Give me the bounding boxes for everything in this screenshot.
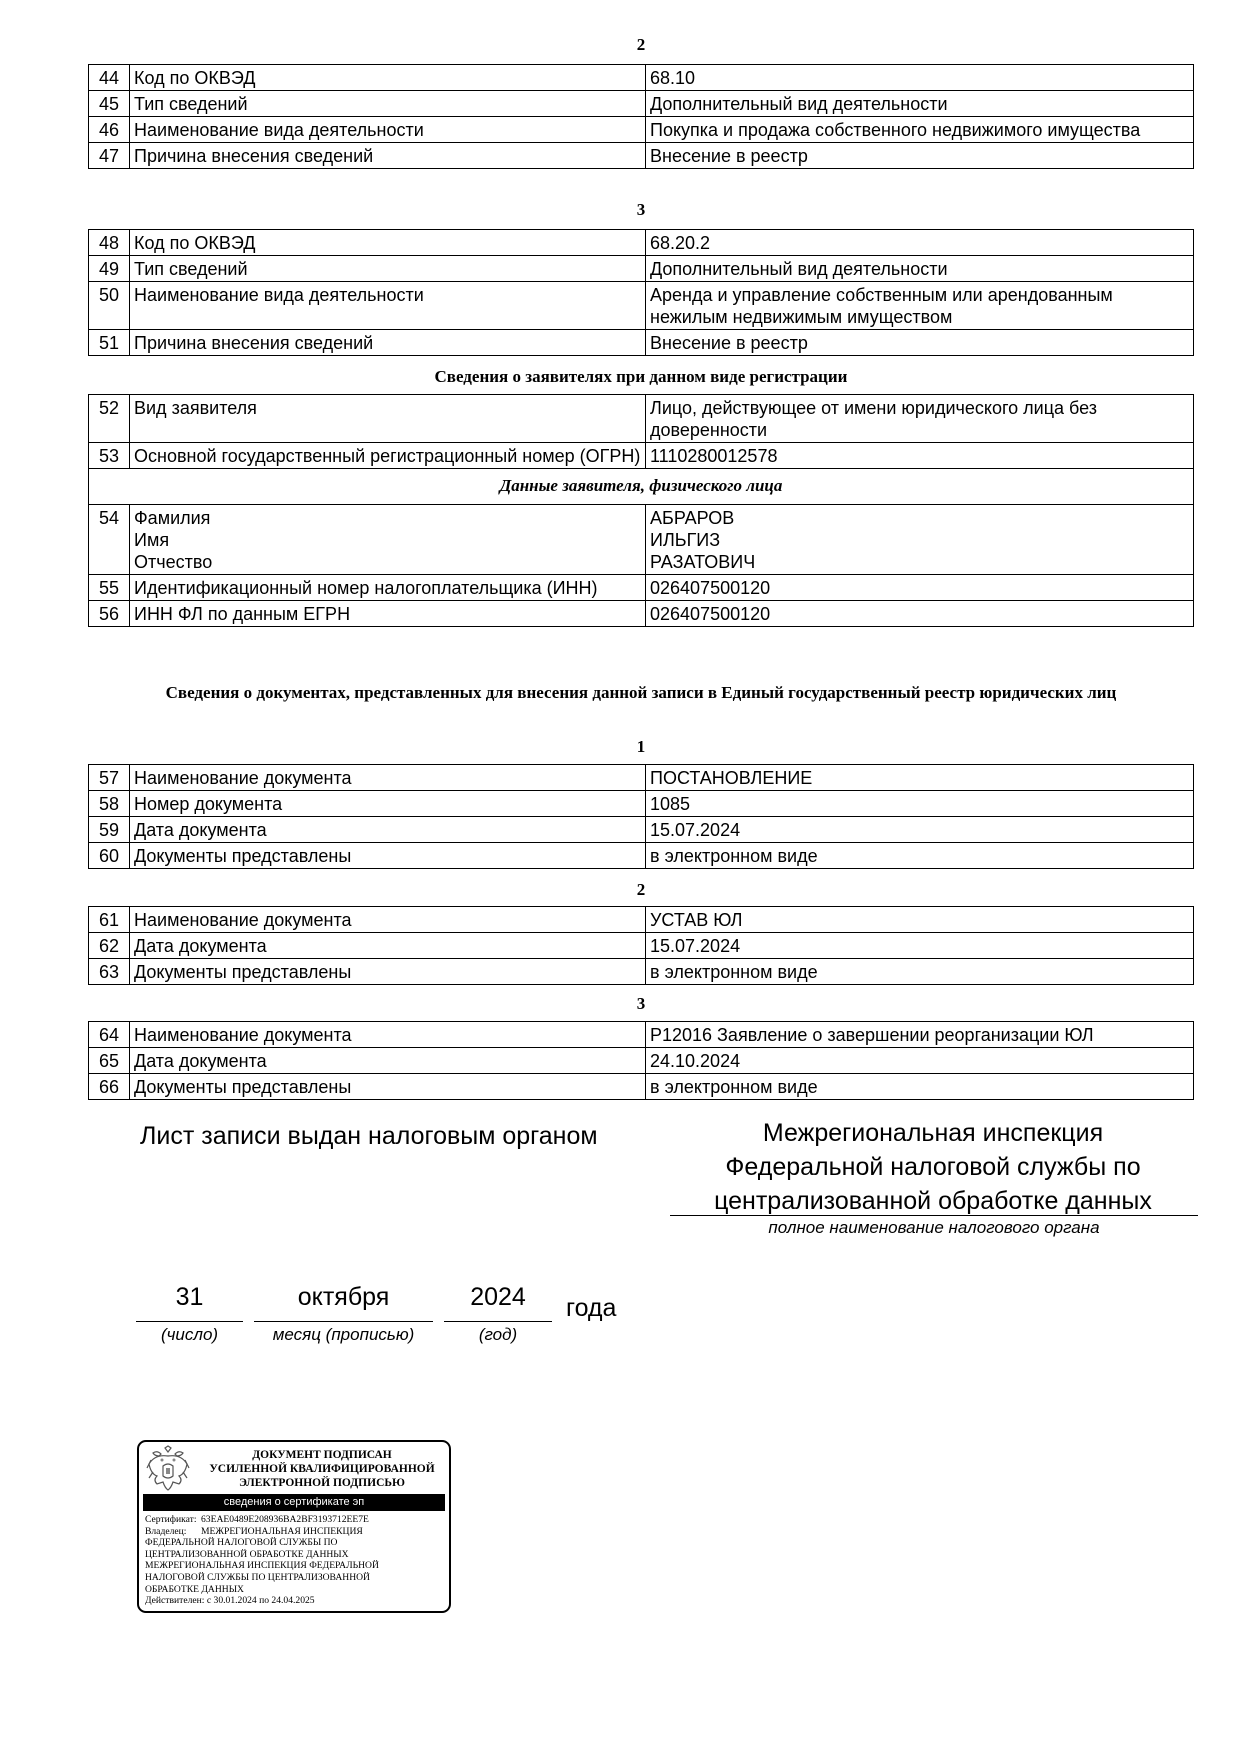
surname-label: Фамилия xyxy=(134,508,211,528)
row-label: Основной государственный регистрационный номер (ОГРН) xyxy=(130,443,646,469)
row-number: 52 xyxy=(89,395,130,443)
row-value: 026407500120 xyxy=(646,575,1194,601)
row-label: Код по ОКВЭД xyxy=(130,230,646,256)
row-label: Причина внесения сведений xyxy=(130,143,646,169)
row-value: УСТАВ ЮЛ xyxy=(646,907,1194,933)
activity-table xyxy=(88,229,1194,356)
first-name-value: ИЛЬГИЗ xyxy=(650,530,721,550)
row-number: 47 xyxy=(89,143,130,169)
row-value: 1085 xyxy=(646,791,1194,817)
row-label: Номер документа xyxy=(130,791,646,817)
row-number: 50 xyxy=(89,282,130,330)
issue-year: 2024 xyxy=(470,1283,526,1311)
row-value: ПОСТАНОВЛЕНИЕ xyxy=(646,765,1194,791)
row-label: Дата документа xyxy=(130,817,646,843)
document-seq-number: 1 xyxy=(636,737,646,756)
table-row xyxy=(89,843,1194,869)
document-seq-number: 2 xyxy=(636,880,646,899)
row-label: Наименование вида деятельности xyxy=(130,117,646,143)
row-value: в электронном виде xyxy=(646,1074,1194,1100)
row-number: 51 xyxy=(89,330,130,356)
certificate-number: 63EAE0489E208936BA2BF3193712EE7E xyxy=(201,1514,369,1525)
person-subheading-row xyxy=(89,469,1194,505)
authority-caption: полное наименование налогового органа xyxy=(768,1218,1100,1237)
row-number: 55 xyxy=(89,575,130,601)
row-number: 62 xyxy=(89,933,130,959)
surname-value: АБРАРОВ xyxy=(650,508,735,528)
row-label: Тип сведений xyxy=(130,256,646,282)
issue-month: октября xyxy=(297,1283,390,1311)
tax-authority-name xyxy=(668,1116,1198,1218)
year-underline xyxy=(444,1321,552,1322)
documents-heading: Сведения о документах, представленных для внесения данной записи в Единый государственный реестр юридических лиц xyxy=(165,683,1117,702)
row-number: 65 xyxy=(89,1048,130,1074)
row-label: ИНН ФЛ по данным ЕГРН xyxy=(130,601,646,627)
row-value: Внесение в реестр xyxy=(646,330,1194,356)
applicants-table xyxy=(88,394,1194,627)
stamp-title-line: ЭЛЕКТРОННОЙ ПОДПИСЬЮ xyxy=(239,1477,405,1489)
row-label: Документы представлены xyxy=(130,959,646,985)
table-row xyxy=(89,91,1194,117)
owner-line: НАЛОГОВОЙ СЛУЖБЫ ПО ЦЕНТРАЛИЗОВАННОЙ xyxy=(145,1571,370,1583)
table-row xyxy=(89,282,1194,330)
row-label: Наименование документа xyxy=(130,907,646,933)
row-number: 57 xyxy=(89,765,130,791)
year-suffix: года xyxy=(566,1294,617,1322)
row-number: 66 xyxy=(89,1074,130,1100)
row-number: 59 xyxy=(89,817,130,843)
row-label: Код по ОКВЭД xyxy=(130,65,646,91)
row-value: в электронном виде xyxy=(646,959,1194,985)
row-number: 46 xyxy=(89,117,130,143)
table-row xyxy=(89,1048,1194,1074)
row-value: 24.10.2024 xyxy=(646,1048,1194,1074)
row-label: Причина внесения сведений xyxy=(130,330,646,356)
table-row xyxy=(89,959,1194,985)
document-table xyxy=(88,1021,1194,1100)
table-row xyxy=(89,765,1194,791)
row-number: 54 xyxy=(89,505,130,575)
stamp-title-line: УСИЛЕННОЙ КВАЛИФИЦИРОВАННОЙ xyxy=(209,1463,435,1475)
validity-period: с 30.01.2024 по 24.04.2025 xyxy=(206,1595,315,1607)
day-underline xyxy=(136,1321,243,1322)
row-number: 63 xyxy=(89,959,130,985)
certificate-info-bar: сведения о сертификате эп xyxy=(143,1494,445,1511)
row-value: Дополнительный вид деятельности xyxy=(646,91,1194,117)
activity-table xyxy=(88,64,1194,169)
row-number: 49 xyxy=(89,256,130,282)
row-number: 58 xyxy=(89,791,130,817)
row-label: Вид заявителя xyxy=(130,395,646,443)
row-value: 15.07.2024 xyxy=(646,933,1194,959)
row-value: Аренда и управление собственным или арендованным нежилым недвижимым имуществом xyxy=(646,282,1194,330)
stamp-title xyxy=(195,1448,449,1490)
name-labels xyxy=(130,505,646,575)
table-row xyxy=(89,330,1194,356)
certificate-row xyxy=(145,1514,445,1526)
validity-label: Действителен: xyxy=(145,1595,205,1607)
applicants-heading: Сведения о заявителях при данном виде регистрации xyxy=(434,367,848,386)
activity-seq-number: 3 xyxy=(636,200,646,219)
stamp-title-line: ДОКУМЕНТ ПОДПИСАН xyxy=(252,1449,392,1461)
certificate-info xyxy=(145,1514,445,1607)
row-number: 48 xyxy=(89,230,130,256)
owner-line: ФЕДЕРАЛЬНОЙ НАЛОГОВОЙ СЛУЖБЫ ПО xyxy=(145,1537,338,1549)
document-table xyxy=(88,906,1194,985)
table-row xyxy=(89,65,1194,91)
document-table xyxy=(88,764,1194,869)
month-caption: месяц (прописью) xyxy=(272,1325,415,1344)
row-label: Документы представлены xyxy=(130,843,646,869)
row-number: 64 xyxy=(89,1022,130,1048)
row-value: Лицо, действующее от имени юридического лица без доверенности xyxy=(646,395,1194,443)
authority-line: Федеральной налоговой службы по xyxy=(725,1153,1141,1181)
table-row xyxy=(89,817,1194,843)
owner-label: Владелец: xyxy=(145,1525,187,1537)
first-name-label: Имя xyxy=(134,530,170,550)
row-value: 15.07.2024 xyxy=(646,817,1194,843)
table-row xyxy=(89,791,1194,817)
row-value: в электронном виде xyxy=(646,843,1194,869)
row-number: 61 xyxy=(89,907,130,933)
electronic-signature-stamp xyxy=(137,1440,451,1613)
row-value: 1110280012578 xyxy=(646,443,1194,469)
authority-line: Межрегиональная инспекция xyxy=(762,1119,1104,1147)
row-number: 60 xyxy=(89,843,130,869)
table-row xyxy=(89,933,1194,959)
row-value: Дополнительный вид деятельности xyxy=(646,256,1194,282)
owner-row xyxy=(145,1526,445,1538)
row-label: Наименование вида деятельности xyxy=(130,282,646,330)
table-row xyxy=(89,575,1194,601)
patronymic-label: Отчество xyxy=(134,552,213,572)
row-label: Дата документа xyxy=(130,1048,646,1074)
coat-of-arms-icon xyxy=(143,1444,193,1494)
table-row xyxy=(89,395,1194,443)
owner-line: ЦЕНТРАЛИЗОВАННОЙ ОБРАБОТКЕ ДАННЫХ xyxy=(145,1548,349,1560)
row-label: Документы представлены xyxy=(130,1074,646,1100)
certificate-label: Сертификат: xyxy=(145,1514,197,1525)
row-value: 68.20.2 xyxy=(646,230,1194,256)
owner-first-line: МЕЖРЕГИОНАЛЬНАЯ ИНСПЕКЦИЯ xyxy=(201,1525,363,1537)
authority-line: централизованной обработке данных xyxy=(714,1187,1152,1215)
issued-by-label: Лист записи выдан налоговым органом xyxy=(140,1122,598,1150)
authority-underline xyxy=(670,1215,1198,1216)
table-row xyxy=(89,256,1194,282)
table-row xyxy=(89,117,1194,143)
month-underline xyxy=(254,1321,433,1322)
table-row xyxy=(89,1022,1194,1048)
owner-line: МЕЖРЕГИОНАЛЬНАЯ ИНСПЕКЦИЯ ФЕДЕРАЛЬНОЙ xyxy=(145,1560,379,1572)
row-number: 44 xyxy=(89,65,130,91)
row-number: 53 xyxy=(89,443,130,469)
row-value: 026407500120 xyxy=(646,601,1194,627)
table-row xyxy=(89,601,1194,627)
person-subheading: Данные заявителя, физического лица xyxy=(89,469,1194,505)
table-row xyxy=(89,143,1194,169)
row-number: 45 xyxy=(89,91,130,117)
table-row xyxy=(89,1074,1194,1100)
owner-line: ОБРАБОТКЕ ДАННЫХ xyxy=(145,1583,244,1595)
row-number: 56 xyxy=(89,601,130,627)
patronymic-value: РАЗАТОВИЧ xyxy=(650,552,756,572)
row-value: Р12016 Заявление о завершении реорганизации ЮЛ xyxy=(646,1022,1194,1048)
activity-seq-number: 2 xyxy=(636,35,646,54)
table-row xyxy=(89,505,1194,575)
table-row xyxy=(89,907,1194,933)
table-row xyxy=(89,443,1194,469)
document-seq-number: 3 xyxy=(636,994,646,1013)
day-caption: (число) xyxy=(160,1325,219,1344)
table-row xyxy=(89,230,1194,256)
row-label: Тип сведений xyxy=(130,91,646,117)
row-label: Наименование документа xyxy=(130,1022,646,1048)
row-value: Покупка и продажа собственного недвижимого имущества xyxy=(646,117,1194,143)
issue-day: 31 xyxy=(175,1283,204,1311)
name-values xyxy=(646,505,1194,575)
row-value: Внесение в реестр xyxy=(646,143,1194,169)
year-caption: (год) xyxy=(478,1325,518,1344)
validity-row xyxy=(145,1595,445,1607)
row-label: Идентификационный номер налогоплательщика (ИНН) xyxy=(130,575,646,601)
row-label: Наименование документа xyxy=(130,765,646,791)
row-value: 68.10 xyxy=(646,65,1194,91)
row-label: Дата документа xyxy=(130,933,646,959)
